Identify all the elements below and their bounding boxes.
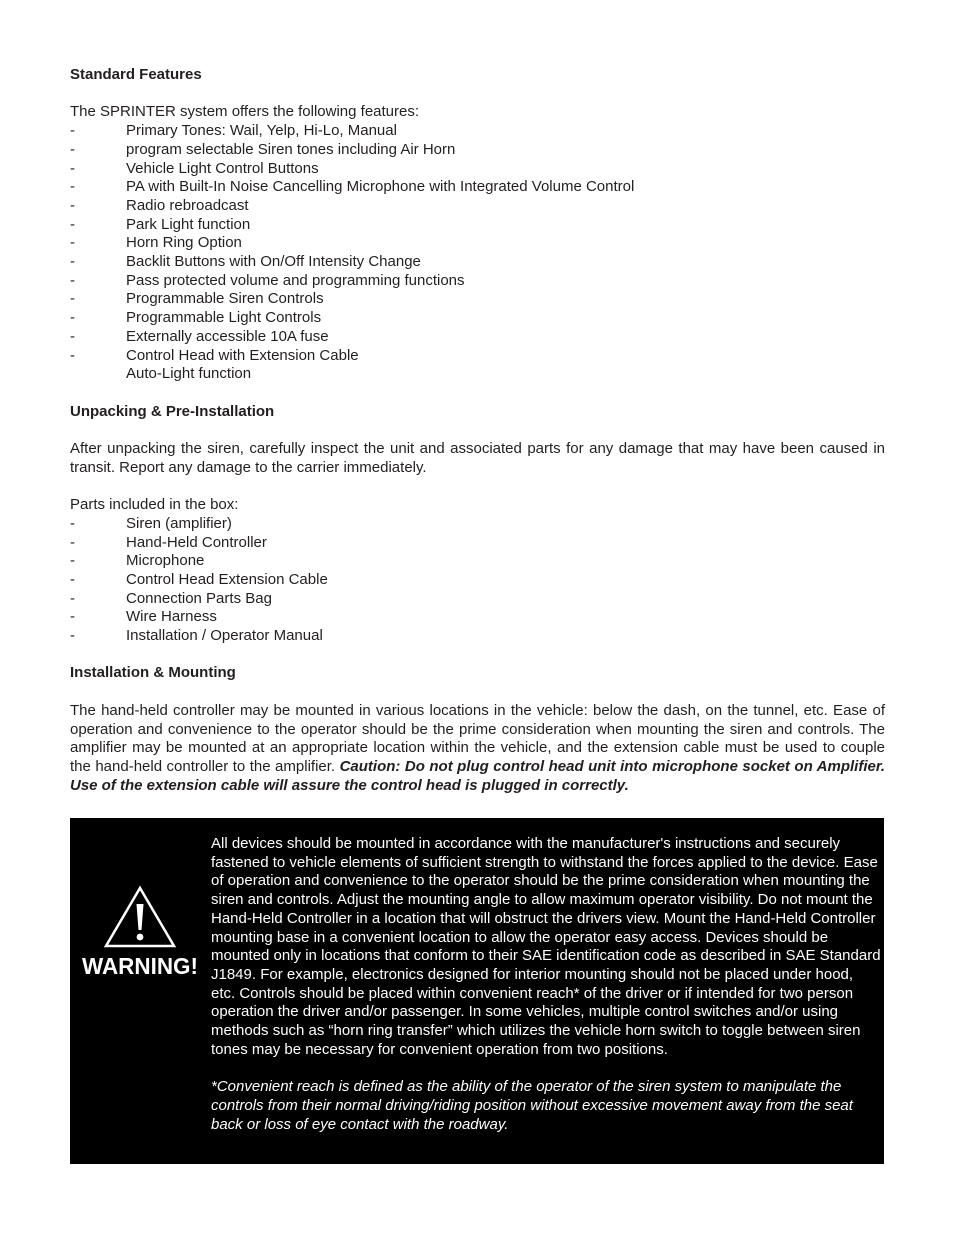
list-item: - Programmable Light Controls [70, 309, 322, 327]
list-item: - Pass protected volume and programming functions [70, 271, 465, 289]
list-item: - Vehicle Light Control Buttons [70, 159, 319, 177]
list-item: - Control Head with Extension Cable [70, 346, 359, 364]
parts-intro: Parts included in the box: [70, 496, 239, 514]
standard-features-heading: Standard Features [70, 66, 202, 83]
list-item: - Installation / Operator Manual [70, 627, 323, 645]
list-item: - Horn Ring Option [70, 234, 242, 252]
list-item: - Externally accessible 10A fuse [70, 327, 329, 345]
list-item: - program selectable Siren tones including Air Horn [70, 140, 456, 158]
list-item: - Radio rebroadcast [70, 196, 249, 214]
installation-heading: Installation & Mounting [70, 664, 236, 682]
list-item: - Connection Parts Bag [70, 589, 272, 607]
convenient-reach-note: *Convenient reach is defined as the ability of the operator of the siren system to manipulate the controls from their normal driving/riding position without excessive movement away from the seat back or loss of eye contact with the roadway. [211, 1078, 853, 1133]
warning-text [211, 835, 881, 1134]
list-item: - Siren (amplifier) [70, 514, 232, 532]
installation-paragraph: The hand-held controller may be mounted in various locations in the vehicle: below the dash, on the tunnel, etc. Ease of operation and convenience to the operator should be the prime consideration when mounting the siren and controls. The amplifier may be mounted at an appropriate location within the vehicle, and the extension cable must be used to couple the hand-held controller to the amplifier. Caution: Do not plug control head unit into microphone socket on Amplifier. Use of the extension cable will assure the control head is plugged in correctly. [70, 701, 886, 794]
list-item: - PA with Built-In Noise Cancelling Microphone with Integrated Volume Control [70, 178, 635, 196]
list-item: - Control Head Extension Cable [70, 570, 328, 588]
warning-triangle-icon [78, 884, 202, 984]
list-item: - Wire Harness [70, 608, 217, 626]
unpacking-heading: Unpacking & Pre-Installation [70, 402, 275, 420]
list-item: - Programmable Siren Controls [70, 290, 324, 308]
features-list [70, 122, 885, 384]
list-item: - Backlit Buttons with On/Off Intensity Change [70, 253, 421, 271]
parts-list [70, 515, 885, 646]
warning-label: WARNING! [82, 953, 198, 979]
page-content [70, 66, 885, 795]
caution-text: Caution: Do not plug control head unit into microphone socket on Amplifier. Use of the extension cable will assure the control head is plugged in correctly. [70, 757, 886, 794]
list-item: - Primary Tones: Wail, Yelp, Hi-Lo, Manual [70, 122, 397, 140]
features-intro: The SPRINTER system offers the following features: [70, 103, 420, 121]
list-item: - Hand-Held Controller [70, 533, 267, 551]
list-item: Auto-Light function [126, 365, 252, 383]
warning-box [70, 818, 884, 1164]
warning-paragraph: All devices should be mounted in accordance with the manufacturer's instructions and securely fastened to vehicle elements of sufficient strength to withstand the forces applied to the device. Ease of operation and convenience to the operator should be the prime consideration when mounting the siren and controls. Adjust the mounting angle to allow maximum operator visibility. Do not mount the Hand-Held Controller in a location that will obstruct the drivers view. Mount the Hand-Held Controller mounting base in a convenient location to allow the operator easy access. Devices should be mounted only in locations that conform to their SAE identification code as described in SAE Standard J1849. For example, electronics designed for interior mounting should not be placed under hood, etc. Controls should be placed within convenient reach* of the driver or if intended for two person operation the driver and/or passenger. In some vehicles, multiple control switches and/or using methods such as “horn ring transfer” which utilizes the vehicle horn switch to toggle between siren tones may be necessary for convenient operation from two positions. [211, 835, 881, 1058]
list-item: - Park Light function [70, 215, 251, 233]
unpacking-paragraph: After unpacking the siren, carefully inspect the unit and associated parts for any damage that may have been caused in transit. Report any damage to the carrier immediately. [70, 440, 885, 476]
list-item: - Microphone [70, 552, 205, 570]
